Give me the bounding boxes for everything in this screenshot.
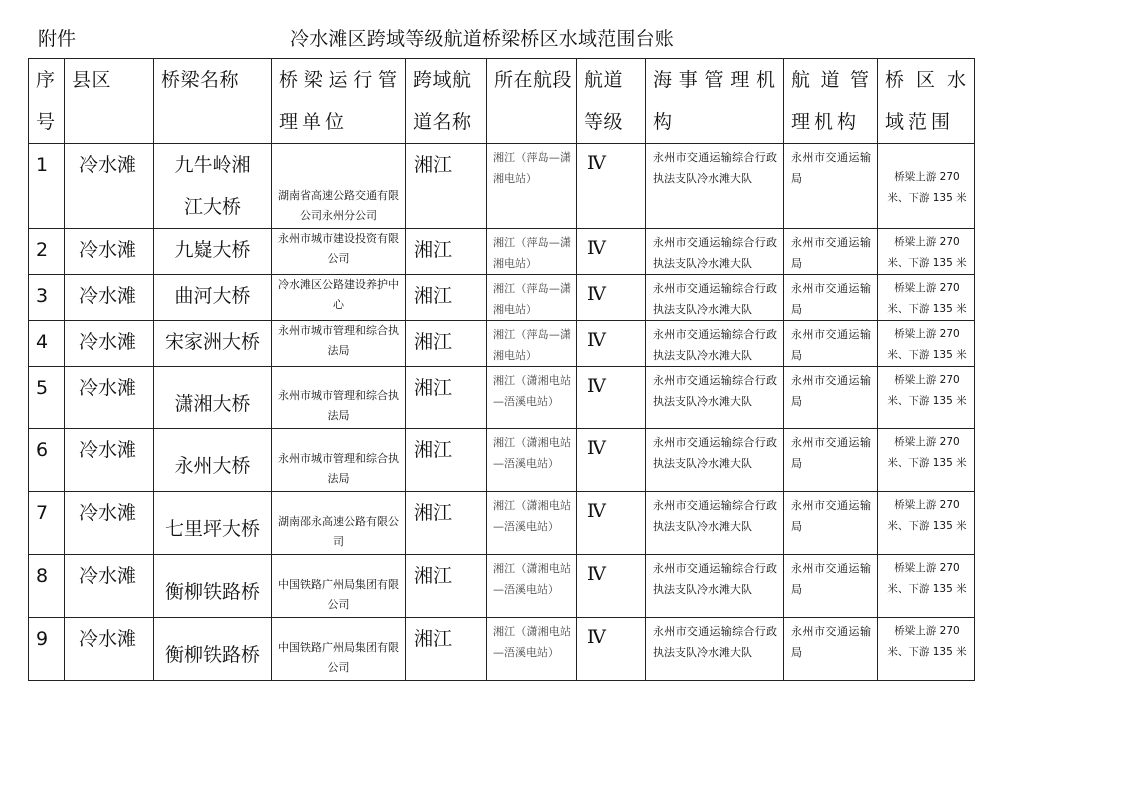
table-row [29,144,975,229]
row-operator: 永州市城市建设投资有限公司 [272,229,406,275]
row-maritime-agency: 永州市交通运输综合行政执法支队冷水滩大队 [646,321,784,367]
row-index: 6 [29,429,65,492]
row-county: 冷水滩 [65,275,154,321]
row-channel: 湘江 [406,144,487,229]
row-index: 3 [29,275,65,321]
row-bridge-name: 九嶷大桥 [154,229,272,275]
row-channel: 湘江 [406,275,487,321]
row-water-area-range: 桥梁上游 270 米、下游 135 米 [878,275,975,321]
row-index: 1 [29,144,65,229]
column-header-index: 序号 [29,59,65,144]
row-bridge-name: 宋家洲大桥 [154,321,272,367]
row-channel: 湘江 [406,429,487,492]
row-maritime-agency: 永州市交通运输综合行政执法支队冷水滩大队 [646,429,784,492]
row-channel: 湘江 [406,321,487,367]
attachment-label: 附件 [38,28,77,50]
row-county: 冷水滩 [65,429,154,492]
row-waterway-agency: 永州市交通运输局 [784,144,878,229]
row-operator: 湖南邵永高速公路有限公司 [272,492,406,555]
row-segment: 湘江（潇湘电站—浯溪电站） [487,618,577,681]
row-segment: 湘江（潇湘电站—浯溪电站） [487,429,577,492]
row-index: 2 [29,229,65,275]
row-county: 冷水滩 [65,367,154,429]
row-maritime-agency: 永州市交通运输综合行政执法支队冷水滩大队 [646,275,784,321]
row-waterway-agency: 永州市交通运输局 [784,429,878,492]
table-row [29,492,975,555]
row-waterway-agency: 永州市交通运输局 [784,492,878,555]
row-operator: 中国铁路广州局集团有限公司 [272,555,406,618]
table-header-row [29,59,975,144]
table-row [29,321,975,367]
row-water-area-range: 桥梁上游 270 米、下游 135 米 [878,492,975,555]
row-bridge-name: 衡柳铁路桥 [154,555,272,618]
row-county: 冷水滩 [65,618,154,681]
row-waterway-agency: 永州市交通运输局 [784,555,878,618]
row-water-area-range: 桥梁上游 270 米、下游 135 米 [878,321,975,367]
column-header-bridge-name: 桥梁名称 [154,59,272,144]
table-row [29,229,975,275]
row-bridge-name: 衡柳铁路桥 [154,618,272,681]
bridge-ledger-table [28,58,975,681]
row-operator: 永州市城市管理和综合执法局 [272,367,406,429]
row-water-area-range: 桥梁上游 270 米、下游 135 米 [878,555,975,618]
row-waterway-agency: 永州市交通运输局 [784,275,878,321]
row-grade: Ⅳ [577,618,646,681]
row-bridge-name: 九牛岭湘江大桥 [154,144,272,229]
row-grade: Ⅳ [577,321,646,367]
column-header-county: 县区 [65,59,154,144]
row-index: 7 [29,492,65,555]
row-operator: 永州市城市管理和综合执法局 [272,321,406,367]
row-index: 9 [29,618,65,681]
row-grade: Ⅳ [577,229,646,275]
row-channel: 湘江 [406,492,487,555]
row-bridge-name: 曲河大桥 [154,275,272,321]
row-water-area-range: 桥梁上游 270 米、下游 135 米 [878,144,975,229]
row-grade: Ⅳ [577,275,646,321]
row-maritime-agency: 永州市交通运输综合行政执法支队冷水滩大队 [646,618,784,681]
document-title: 冷水滩区跨域等级航道桥梁桥区水域范围台账 [290,28,675,50]
row-county: 冷水滩 [65,229,154,275]
row-water-area-range: 桥梁上游 270 米、下游 135 米 [878,367,975,429]
row-grade: Ⅳ [577,492,646,555]
column-header-channel: 跨域航道名称 [406,59,487,144]
row-index: 8 [29,555,65,618]
table-row [29,429,975,492]
table-row [29,275,975,321]
row-waterway-agency: 永州市交通运输局 [784,367,878,429]
row-grade: Ⅳ [577,367,646,429]
row-segment: 湘江（潇湘电站—浯溪电站） [487,555,577,618]
row-maritime-agency: 永州市交通运输综合行政执法支队冷水滩大队 [646,492,784,555]
row-grade: Ⅳ [577,555,646,618]
row-maritime-agency: 永州市交通运输综合行政执法支队冷水滩大队 [646,229,784,275]
row-operator: 永州市城市管理和综合执法局 [272,429,406,492]
row-water-area-range: 桥梁上游 270 米、下游 135 米 [878,618,975,681]
row-water-area-range: 桥梁上游 270 米、下游 135 米 [878,429,975,492]
column-header-operator: 桥梁运行管理单位 [272,59,406,144]
row-maritime-agency: 永州市交通运输综合行政执法支队冷水滩大队 [646,367,784,429]
row-operator: 冷水滩区公路建设养护中心 [272,275,406,321]
column-header-segment: 所在航段 [487,59,577,144]
row-index: 5 [29,367,65,429]
row-grade: Ⅳ [577,429,646,492]
row-segment: 湘江（萍岛—潇湘电站） [487,321,577,367]
row-index: 4 [29,321,65,367]
row-county: 冷水滩 [65,492,154,555]
row-segment: 湘江（萍岛—潇湘电站） [487,229,577,275]
table-row [29,367,975,429]
row-bridge-name: 七里坪大桥 [154,492,272,555]
row-county: 冷水滩 [65,555,154,618]
column-header-water-area-range: 桥区水域范围 [878,59,975,144]
column-header-grade: 航道等级 [577,59,646,144]
row-operator: 湖南省高速公路交通有限公司永州分公司 [272,144,406,229]
row-channel: 湘江 [406,555,487,618]
row-segment: 湘江（萍岛—潇湘电站） [487,275,577,321]
row-channel: 湘江 [406,618,487,681]
row-water-area-range: 桥梁上游 270 米、下游 135 米 [878,229,975,275]
table-row [29,555,975,618]
row-waterway-agency: 永州市交通运输局 [784,618,878,681]
row-waterway-agency: 永州市交通运输局 [784,321,878,367]
column-header-maritime-agency: 海事管理机构 [646,59,784,144]
row-waterway-agency: 永州市交通运输局 [784,229,878,275]
row-county: 冷水滩 [65,321,154,367]
row-bridge-name: 潇湘大桥 [154,367,272,429]
row-maritime-agency: 永州市交通运输综合行政执法支队冷水滩大队 [646,144,784,229]
row-county: 冷水滩 [65,144,154,229]
table-row [29,618,975,681]
row-segment: 湘江（潇湘电站—浯溪电站） [487,492,577,555]
row-segment: 湘江（萍岛—潇湘电站） [487,144,577,229]
row-channel: 湘江 [406,367,487,429]
row-maritime-agency: 永州市交通运输综合行政执法支队冷水滩大队 [646,555,784,618]
row-bridge-name: 永州大桥 [154,429,272,492]
row-channel: 湘江 [406,229,487,275]
row-grade: Ⅳ [577,144,646,229]
column-header-waterway-agency: 航道管理机构 [784,59,878,144]
document-header [0,0,1122,58]
row-operator: 中国铁路广州局集团有限公司 [272,618,406,681]
row-segment: 湘江（潇湘电站—浯溪电站） [487,367,577,429]
